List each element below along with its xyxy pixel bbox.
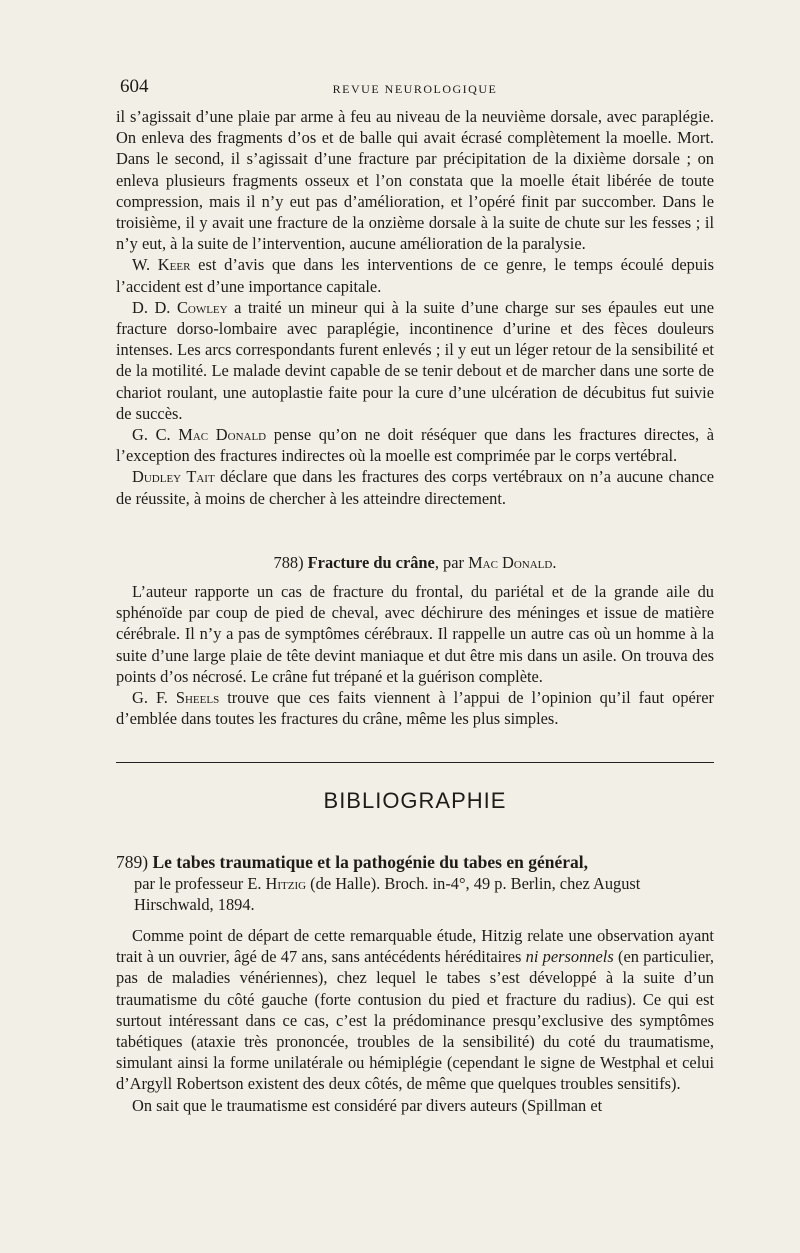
paragraph: On sait que le traumatisme est considéré par divers auteurs (Spillman et <box>132 1095 603 1115</box>
entry-789-heading <box>116 852 714 916</box>
author-name: Mac Donald <box>468 553 553 572</box>
continued-section <box>116 106 714 509</box>
paragraph: D. D. Cowley a traité un mineur qui à la suite d’une charge sur ses épaules eut une fracture dorso-lombaire avec paraplégie, incontinence d’urine et des fèces douleurs intenses. Les arcs correspondants furent enlevés ; il y eut un léger retour de la sensibilité et de la motilité. Le malade devint capable de se tenir debout et de marcher dans une sorte de chariot roulant, une autoplastie faite pour la cure d’une ulcération de décubitus fut suivie de succès. <box>116 297 714 423</box>
page-number: 604 <box>120 76 149 97</box>
entry-title: Le tabes traumatique et la pathogénie du tabes en général, <box>152 852 588 872</box>
entry-title: Fracture du crâne <box>307 553 435 572</box>
author-name: D. D. Cowley <box>132 297 228 317</box>
author-name: G. F. Sheels <box>132 688 220 708</box>
author-name: Hitzig <box>265 874 307 894</box>
paragraph: il s’agissait d’une plaie par arme à feu au niveau de la neuvième dorsale, avec paraplégie. On enleva des fragments d’os et de balle qui avait écrasé complètement la moelle. Mort. Dans le second, il s’agissait d’une fracture par précipitation de la dixième dorsale ; on enleva plusieurs fragments osseux et l’on constata que la moelle était libérée de toute compression, mais il n’y eut pas d’amélioration, et l’opéré finit par succomber. Dans le troisième, il y avait une fracture de la onzième dorsale à la suite de chute sur les fesses ; il n’y eut, à la suite de l’intervention, aucune amélioration de la paralysie. <box>116 107 714 254</box>
entry-788-body <box>116 581 714 729</box>
author-name: G. C. Mac Donald <box>132 425 267 445</box>
entry-byline: par le professeur E. Hitzig (de Halle). Broch. in-4°, 49 p. Berlin, chez August Hirschwald, 1894. <box>134 874 641 915</box>
entry-title-line: 789) Le tabes traumatique et la pathogénie du tabes en général, <box>116 852 588 872</box>
author-name: Dudley Tait <box>132 467 215 487</box>
paragraph: L’auteur rapporte un cas de fracture du frontal, du pariétal et de la grande aile du sphénoïde par coup de pied de cheval, avec déchirure des méninges et issue de matière cérébrale. Il n’y a pas de symptômes cérébraux. Il rappelle un autre cas où un homme à la suite d’une large plaie de tête devint maniaque et dut être mis dans un asile. On trouva des points d’os nécrosé. Le crâne fut trépané et la guérison complète. <box>116 582 714 686</box>
paragraph: G. F. Sheels trouve que ces faits viennent à l’appui de l’opinion qu’il faut opérer d’emblée dans toutes les fractures du crâne, même les plus simples. <box>116 688 714 729</box>
paragraph: Comme point de départ de cette remarquable étude, Hitzig relate une observation ayant trait à un ouvrier, âgé de 47 ans, sans antécédents héréditaires ni personnels (en particulier, pas de maladies vénériennes), chez lequel le tabes s’est développé à la suite d’un traumatisme du côté gauche (forte contusion du pied et fracture du radius). Ce qui est surtout intéressant dans ce cas, c’est la prédominance presqu’exclusive des symptômes tabétiques (ataxie très prononcée, troubles de la sensibilité) du coté du traumatisme, simulant ainsi la forme unilatérale ou hémiplégie (cependant le signe de Westphal et celui d’Argyll Robertson existent des deux côtés, de même que quelques troubles sensitifs). <box>116 926 714 1094</box>
bibliography-heading: BIBLIOGRAPHIE <box>323 788 507 813</box>
running-title: REVUE NEUROLOGIQUE <box>332 82 498 96</box>
author-name: W. Keer <box>132 255 191 275</box>
section-divider <box>116 762 714 763</box>
entry-789-body <box>116 925 714 1116</box>
page-header <box>120 76 710 100</box>
paragraph: W. Keer est d’avis que dans les interventions de ce genre, le temps écoulé depuis l’accident est d’une importance capitale. <box>116 255 714 296</box>
paragraph: Dudley Tait déclare que dans les fractures des corps vertébraux on n’a aucune chance de réussite, à moins de chercher à les atteindre directement. <box>116 467 715 508</box>
paragraph: G. C. Mac Donald pense qu’on ne doit réséquer que dans les fractures directes, à l’exception des fractures indirectes où la moelle est comprimée par le corps vertébral. <box>116 425 714 466</box>
entry-788-heading: 788) Fracture du crâne, par Mac Donald. <box>273 553 557 572</box>
